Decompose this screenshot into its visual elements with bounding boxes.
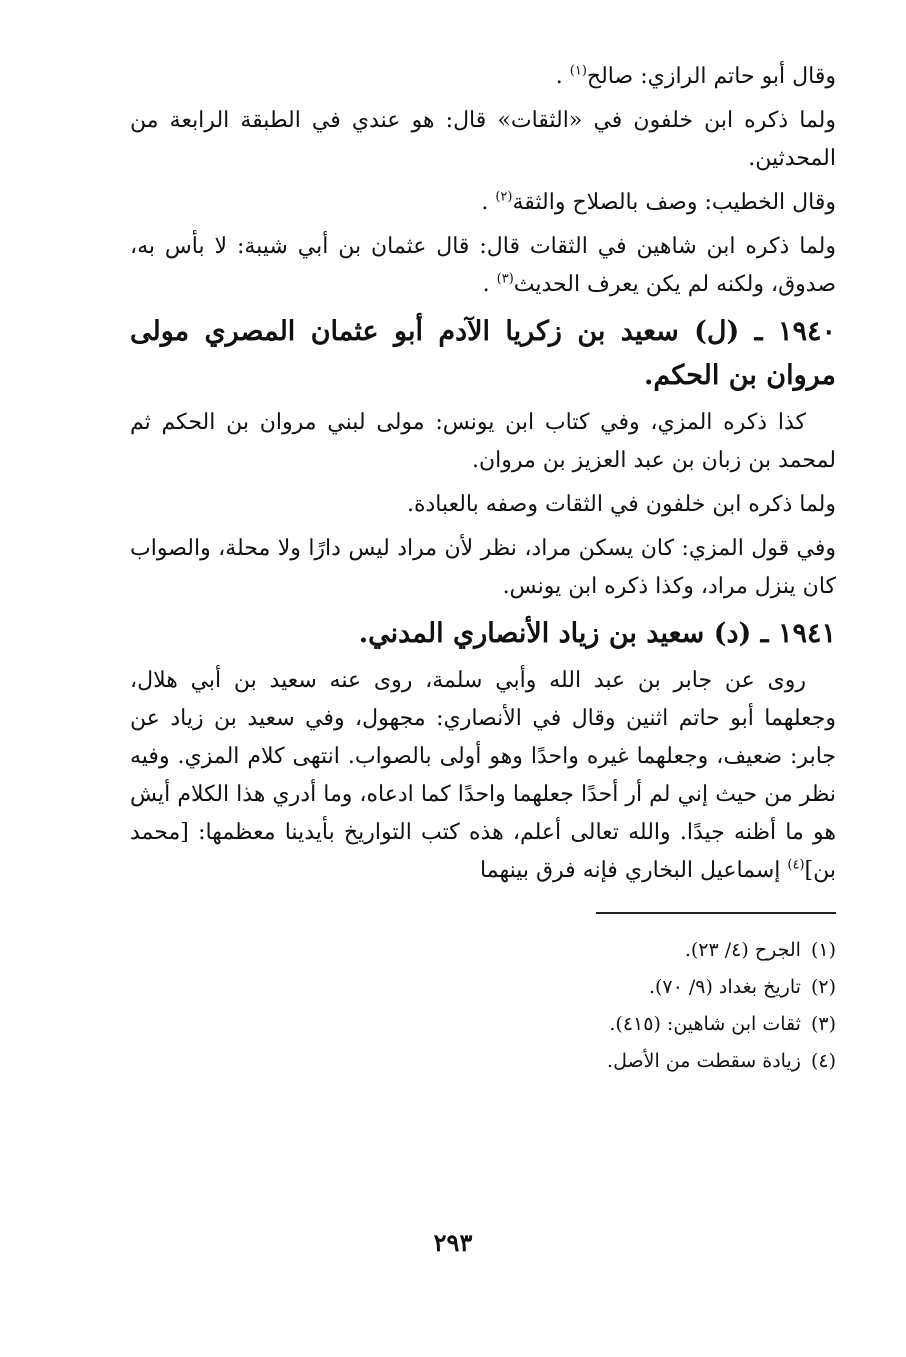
entry-heading-1940: ١٩٤٠ ـ (ل) سعيد بن زكريا الآدم أبو عثمان المصري مولى مروان بن الحكم.	[130, 316, 837, 391]
footnote-ref: (٣)	[496, 271, 514, 287]
paragraph-text: وفي قول المزي: كان يسكن مراد، نظر لأن مراد ليس دارًا ولا محلة، والصواب كان ينزل مراد، وكذا ذكره ابن يونس.	[130, 536, 836, 599]
footnote-number: (١)	[810, 939, 836, 961]
paragraph-text: وقال الخطيب: وصف بالصلاح والثقة	[512, 190, 836, 215]
footnote-item	[130, 969, 836, 1006]
footnote-text: زيادة سقطت من الأصل.	[607, 1050, 801, 1072]
footnote-text: الجرح (٤/ ٢٣).	[684, 939, 801, 961]
paragraph-end: .	[481, 190, 496, 215]
paragraph-khatib	[130, 184, 836, 222]
paragraph-text: وقال أبو حاتم الرازي: صالح	[586, 64, 836, 89]
paragraph-abu-hatim	[130, 58, 836, 96]
paragraph-murad	[130, 530, 836, 606]
footnote-item	[130, 1006, 836, 1043]
footnote-text: تاريخ بغداد (٩/ ٧٠).	[648, 976, 801, 998]
footnote-text: ثقات ابن شاهين: (٤١٥).	[609, 1013, 801, 1035]
footnote-item	[130, 932, 836, 969]
footnote-ref: (٢)	[495, 189, 513, 205]
footnote-ref: (١)	[569, 63, 587, 79]
paragraph-text: ولما ذكره ابن شاهين في الثقات قال: قال عثمان بن أبي شيبة: لا بأس به، صدوق، ولكنه لم يكن يعرف الحديث	[130, 234, 836, 297]
paragraph-text: ولما ذكره ابن خلفون في الثقات وصفه بالعبادة.	[406, 492, 836, 517]
paragraph-text: ولما ذكره ابن خلفون في «الثقات» قال: هو عندي في الطبقة الرابعة من المحدثين.	[130, 108, 836, 171]
footnote-ref: (٤)	[787, 857, 805, 873]
paragraph-text: روى عن جابر بن عبد الله وأبي سلمة، روى عنه سعيد بن أبي هلال، وجعلهما أبو حاتم اثنين وقال في الأنصاري: مجهول، وفي سعيد بن زياد عن جابر: ضعيف، وجعلهما غيره واحدًا وهو أولى بالصواب. انتهى كلام المزي. وفيه نظر من حيث إني لم أر أحدًا جعلهما واحدًا كما ادعاه، وما أدري هذا الكلام أيش هو ما أظنه جيدًا. والله تعالى أعلم، هذه كتب التواريخ بأيدينا معظمها: [محمد بن]	[130, 668, 836, 883]
footnote-divider	[596, 912, 836, 914]
paragraph-jabir	[130, 662, 836, 890]
footnote-item	[130, 1043, 836, 1080]
paragraph-text-continued: إسماعيل البخاري فإنه فرق بينهما	[480, 858, 788, 883]
paragraph-ibn-shahin	[130, 228, 836, 304]
footnote-number: (٢)	[810, 976, 836, 998]
paragraph-end: .	[555, 64, 570, 89]
paragraph-text: كذا ذكره المزي، وفي كتاب ابن يونس: مولى لبني مروان بن الحكم ثم لمحمد بن زبان بن عبد العزيز بن مروان.	[130, 410, 836, 473]
paragraph-mizzi-ibn-yunus	[130, 404, 836, 480]
paragraph-ibn-khalfun	[130, 102, 836, 178]
paragraph-end: .	[482, 272, 497, 297]
paragraph-ibadah	[130, 486, 836, 524]
footnote-number: (٤)	[810, 1050, 836, 1072]
entry-heading-1941: ١٩٤١ ـ (د) سعيد بن زياد الأنصاري المدني.	[358, 618, 836, 649]
page-number: ٢٩٣	[433, 1228, 473, 1257]
footnotes	[130, 932, 836, 1080]
footnote-number: (٣)	[810, 1013, 836, 1035]
